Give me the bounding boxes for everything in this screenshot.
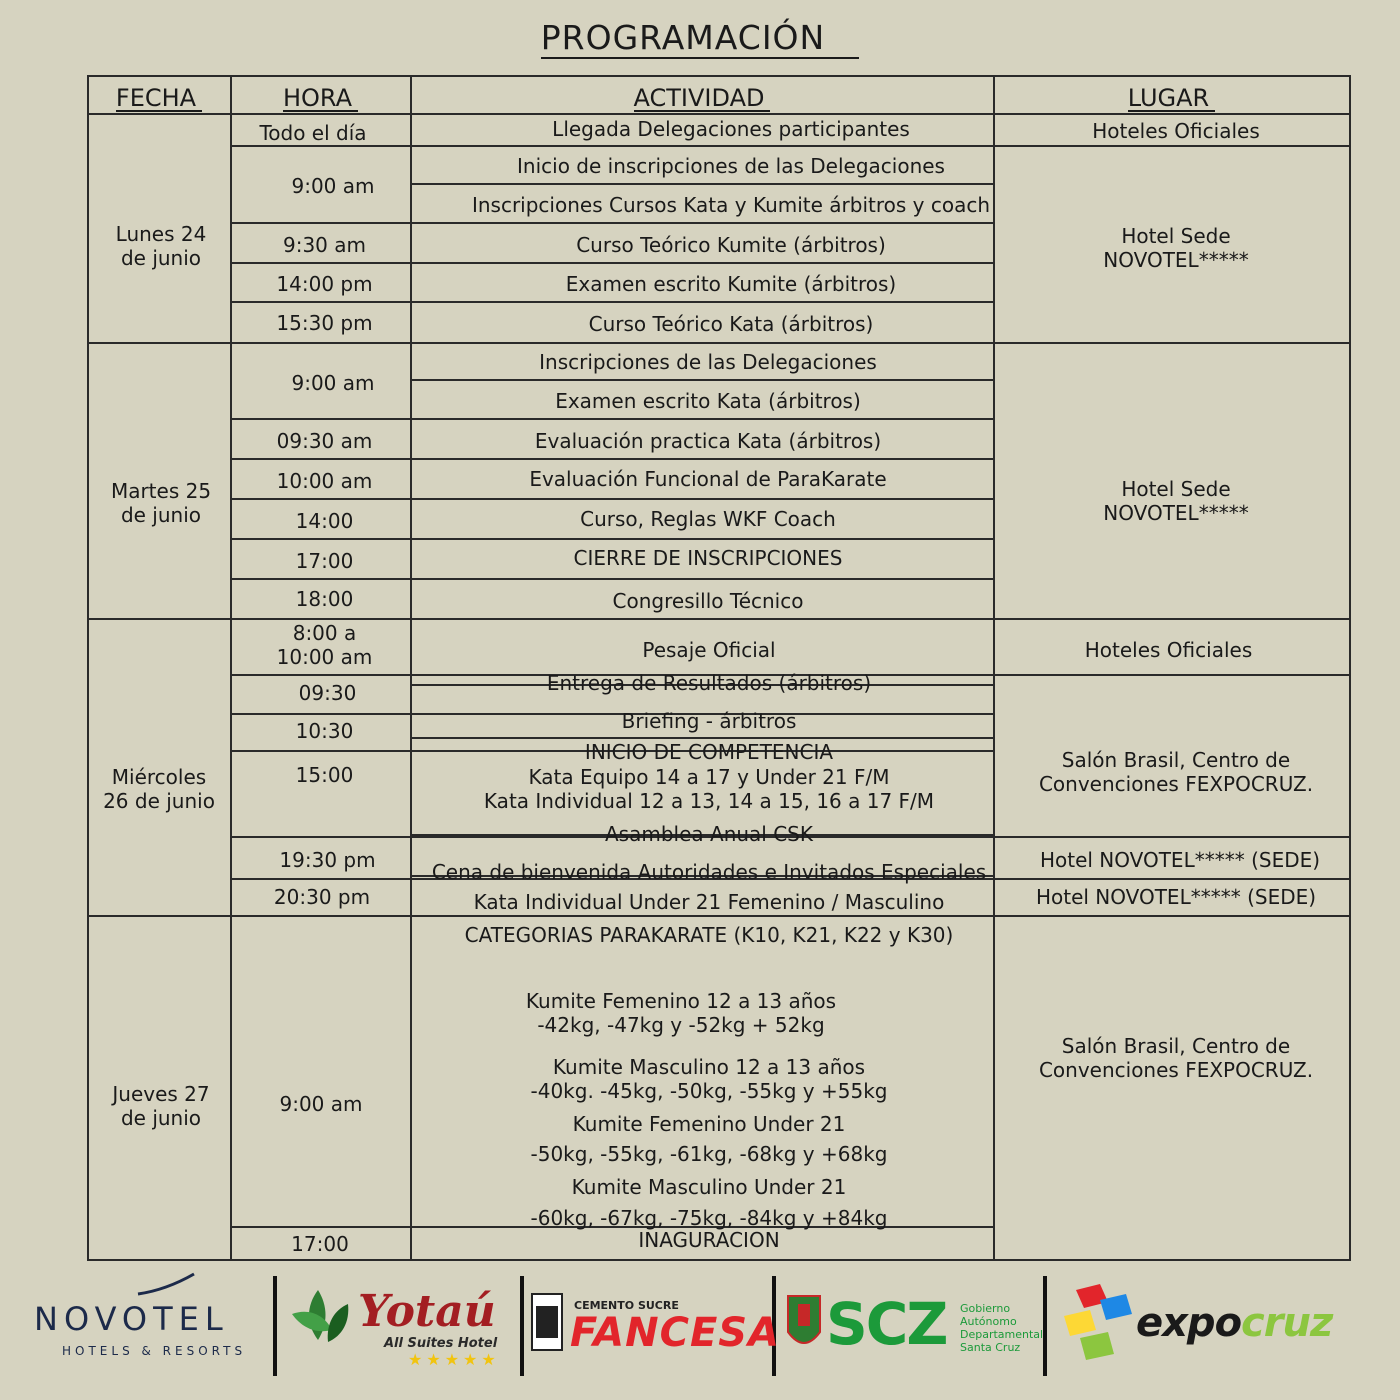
hour-row: 10:00 am: [276, 469, 373, 493]
activity-row: Evaluación Funcional de ParaKarate: [529, 467, 887, 491]
activity-row: Kumite Femenino Under 21: [572, 1112, 846, 1136]
coat-of-arms-icon: [786, 1292, 822, 1354]
shield-icon: [530, 1292, 564, 1352]
day-miercoles: Miércoles 26 de junio: [103, 765, 215, 813]
fancesa-logo: CEMENTO SUCRE FANCESA: [530, 1270, 766, 1380]
activity-row: Asamblea Anual CSK: [605, 822, 813, 846]
activity-row: CATEGORIAS PARAKARATE (K10, K21, K22 y K30): [464, 923, 954, 947]
header-fecha: FECHA: [88, 76, 230, 113]
hour-row: 9:00 am: [279, 1092, 363, 1116]
hour-row: 9:00 am: [291, 371, 375, 395]
expocruz-logo: expocruz: [1056, 1270, 1366, 1380]
activity-row: Kata Individual Under 21 Femenino / Masculino: [473, 890, 945, 914]
activity-row: Pesaje Oficial: [642, 638, 776, 662]
hour-row: 15:30 pm: [276, 311, 373, 335]
activity-row: Curso, Reglas WKF Coach: [580, 507, 836, 531]
place-cell: Hotel Sede NOVOTEL*****: [1103, 477, 1249, 525]
activity-row: Kumite Masculino Under 21: [571, 1175, 847, 1199]
cubes-icon: [1056, 1282, 1136, 1366]
hour-row: 9:00 am: [291, 174, 375, 198]
page-title: PROGRAMACIÓN: [0, 18, 1400, 57]
activity-row: Inicio de inscripciones de las Delegaciones: [517, 154, 945, 178]
place-cell: Salón Brasil, Centro de Convenciones FEXPOCRUZ.: [1038, 1033, 1314, 1082]
activity-row: -50kg, -55kg, -61kg, -68kg y +68kg: [530, 1142, 888, 1166]
scz-logo: SCZ Gobierno Autónomo Departamental Santa Cruz: [786, 1270, 1042, 1380]
hour-row: 09:30 am: [276, 429, 373, 453]
activity-row: Entrega de Resultados (árbitros): [546, 671, 872, 695]
place-cell: Hoteles Oficiales: [1084, 638, 1253, 662]
activity-row: Curso Teórico Kata (árbitros): [588, 312, 874, 336]
activity-row: Inscripciones Cursos Kata y Kumite árbitros y coach: [471, 193, 991, 217]
hour-row: 14:00 pm: [276, 272, 373, 296]
activity-row: Curso Teórico Kumite (árbitros): [576, 233, 886, 257]
day-jueves: Jueves 27 de junio: [112, 1081, 210, 1130]
activity-row: INAGURACION: [638, 1228, 780, 1252]
activity-row: Llegada Delegaciones participantes: [552, 117, 910, 141]
activity-row: Briefing - árbitros: [621, 709, 797, 733]
activity-row: Kata Equipo 14 a 17 y Under 21 F/M Kata Individual 12 a 13, 14 a 15, 16 a 17 F/M: [483, 765, 935, 813]
hour-row: Todo el día: [259, 121, 367, 145]
yotau-logo: Yotaú All Suites Hotel ★★★★★: [288, 1270, 514, 1380]
hour-row: 20:30 pm: [273, 885, 371, 909]
place-cell: Salón Brasil, Centro de Convenciones FEXPOCRUZ.: [1038, 748, 1314, 796]
hour-row: 17:00: [295, 549, 354, 573]
swoosh-icon: [136, 1272, 196, 1296]
hour-row: 15:00: [295, 763, 354, 787]
hour-row: 09:30: [298, 681, 357, 705]
hour-row: 9:30 am: [282, 233, 366, 257]
activity-row: Examen escrito Kumite (árbitros): [565, 272, 897, 296]
place-cell: Hotel Sede NOVOTEL*****: [1103, 224, 1249, 272]
hour-row: 18:00: [295, 587, 354, 611]
activity-row: Inscripciones de las Delegaciones: [539, 350, 877, 374]
place-cell: Hotel NOVOTEL***** (SEDE): [1035, 885, 1317, 909]
activity-row: INICIO DE COMPETENCIA: [584, 740, 834, 764]
activity-row: Kumite Masculino 12 a 13 años -40kg. -45kg, -50kg, -55kg y +55kg: [530, 1055, 888, 1103]
activity-row: Kumite Femenino 12 a 13 años -42kg, -47kg y -52kg + 52kg: [525, 989, 837, 1037]
divider: [273, 1276, 277, 1376]
activity-row: Congresillo Técnico: [612, 589, 804, 613]
activity-row: Examen escrito Kata (árbitros): [555, 389, 861, 413]
hour-row: 10:30: [295, 719, 354, 743]
hour-row: 17:00: [291, 1232, 349, 1256]
header-lugar: LUGAR: [994, 76, 1349, 113]
novotel-logo: NOVOTEL HOTELS & RESORTS: [34, 1270, 254, 1380]
header-actividad: ACTIVIDAD: [411, 76, 993, 113]
divider: [1043, 1276, 1047, 1376]
activity-row: Cena de bienvenida Autoridades e Invitados Especiales: [431, 860, 987, 884]
activity-row: -60kg, -67kg, -75kg, -84kg y +84kg: [530, 1206, 888, 1230]
day-martes: Martes 25 de junio: [110, 479, 212, 527]
hour-row: 8:00 a 10:00 am: [276, 621, 373, 669]
hour-row: 19:30 pm: [279, 848, 376, 872]
activity-row: CIERRE DE INSCRIPCIONES: [573, 546, 843, 570]
place-cell: Hoteles Oficiales: [1092, 119, 1260, 143]
leaf-icon: [288, 1284, 358, 1350]
place-cell: Hotel NOVOTEL***** (SEDE): [1039, 848, 1321, 872]
header-hora: HORA: [231, 76, 410, 113]
day-lunes: Lunes 24 de junio: [115, 222, 207, 270]
divider: [520, 1276, 524, 1376]
hour-row: 14:00: [295, 509, 354, 533]
activity-row: Evaluación practica Kata (árbitros): [534, 429, 882, 453]
